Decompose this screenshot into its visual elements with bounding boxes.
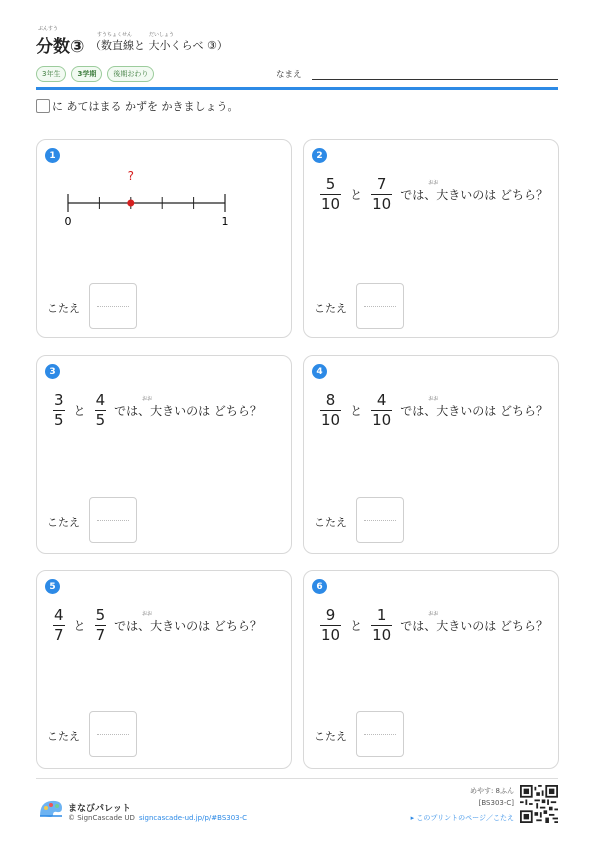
name-label: なまえ <box>276 70 302 80</box>
grade-tag: 3年生 <box>36 66 66 82</box>
fraction-a: $\frac{5}{10}$ <box>321 175 341 214</box>
fraction-a: $\frac{3}{5}$ <box>54 391 64 430</box>
answer-box[interactable] <box>356 711 404 757</box>
marker-dot <box>127 200 134 207</box>
tag-list <box>36 66 154 82</box>
answer-label: こたえ <box>314 516 347 529</box>
problem-number: 3 <box>45 364 60 379</box>
answer-label: こたえ <box>314 302 347 315</box>
axis-label-start: 0 <box>64 215 72 228</box>
fraction-b: $\frac{4}{10}$ <box>372 391 392 430</box>
question: $\frac{3}{5}$ と $\frac{4}{5}$ おお では、大きいのは どちら？ <box>54 391 262 430</box>
answer-label: こたえ <box>47 516 80 529</box>
fraction-b: $\frac{7}{10}$ <box>372 175 392 214</box>
answer-box[interactable] <box>89 283 137 329</box>
brand-name: まなびパレット <box>68 804 131 814</box>
problem-number: 1 <box>45 148 60 163</box>
instruction-text: に あてはまる かずを かきましょう。 <box>52 100 239 113</box>
qr-code-icon[interactable] <box>520 785 558 823</box>
fraction-b: $\frac{1}{10}$ <box>372 606 392 645</box>
page-title: 分数③ <box>36 37 85 57</box>
number-line <box>59 162 239 242</box>
blank-box-icon <box>36 99 50 113</box>
problem-number: 5 <box>45 579 60 594</box>
header-divider <box>36 87 558 90</box>
instruction <box>36 98 239 114</box>
answer-box[interactable] <box>89 711 137 757</box>
answer-box[interactable] <box>356 283 404 329</box>
answer-label: こたえ <box>47 730 80 743</box>
fraction-a: $\frac{4}{7}$ <box>54 606 64 645</box>
fraction-a: $\frac{8}{10}$ <box>321 391 341 430</box>
problem-number: 6 <box>312 579 327 594</box>
question-tail: おお では、大きいのは どちら？ <box>400 180 549 203</box>
name-field[interactable] <box>312 79 558 80</box>
question: $\frac{4}{7}$ と $\frac{5}{7}$ おお では、大きいのは どちら？ <box>54 606 262 645</box>
problem-card-4 <box>303 355 559 554</box>
site-link[interactable]: signcascade-ud.jp/p/#BS303-C <box>138 814 248 822</box>
answer-label: こたえ <box>314 730 347 743</box>
problem-number: 4 <box>312 364 327 379</box>
question-tail: おお では、大きいのは どちら？ <box>114 396 262 419</box>
answer-page-link[interactable]: ▸ このプリントのページ／こたえ <box>410 814 514 822</box>
footer-divider <box>36 778 558 779</box>
problem-card-2 <box>303 139 559 338</box>
question: $\frac{8}{10}$ と $\frac{4}{10}$ おお では、大きいのは どちら？ <box>321 391 549 430</box>
fraction-a: $\frac{9}{10}$ <box>321 606 341 645</box>
question-mark: ? <box>127 169 134 183</box>
page-subtitle: （数直線と 大小くらべ ③） <box>90 39 228 52</box>
problem-card-6 <box>303 570 559 769</box>
print-code: [BS303-C] <box>478 799 514 807</box>
palette-logo-icon <box>38 796 64 818</box>
question-tail: おお では、大きいのは どちら？ <box>114 611 262 634</box>
fraction-b: $\frac{4}{5}$ <box>95 391 106 430</box>
subtitle-ruby-1: すうちょくせん <box>97 32 133 38</box>
title-ruby: ぶんすう <box>38 26 59 32</box>
answer-box[interactable] <box>89 497 137 543</box>
problem-card-1 <box>36 139 292 338</box>
answer-box[interactable] <box>356 497 404 543</box>
problem-card-3 <box>36 355 292 554</box>
fraction-b: $\frac{5}{7}$ <box>95 606 106 645</box>
answer-label: こたえ <box>47 302 80 315</box>
copyright: © SignCascade UD signcascade-ud.jp/p/#BS303-C <box>68 814 248 822</box>
period-tag: 後期おわり <box>107 66 154 82</box>
axis-label-end: 1 <box>221 215 229 228</box>
question: $\frac{9}{10}$ と $\frac{1}{10}$ おお では、大きいのは どちら？ <box>321 606 549 645</box>
question-tail: おお では、大きいのは どちら？ <box>400 611 549 634</box>
time-estimate: めやす: 8ふん <box>469 787 514 795</box>
question-tail: おお では、大きいのは どちら？ <box>400 396 549 419</box>
problem-number: 2 <box>312 148 327 163</box>
problem-card-5 <box>36 570 292 769</box>
question: $\frac{5}{10}$ と $\frac{7}{10}$ おお では、大きいのは どちら？ <box>321 175 549 214</box>
term-tag: 3学期 <box>71 66 102 82</box>
subtitle-ruby-2: だいしょう <box>149 32 175 38</box>
